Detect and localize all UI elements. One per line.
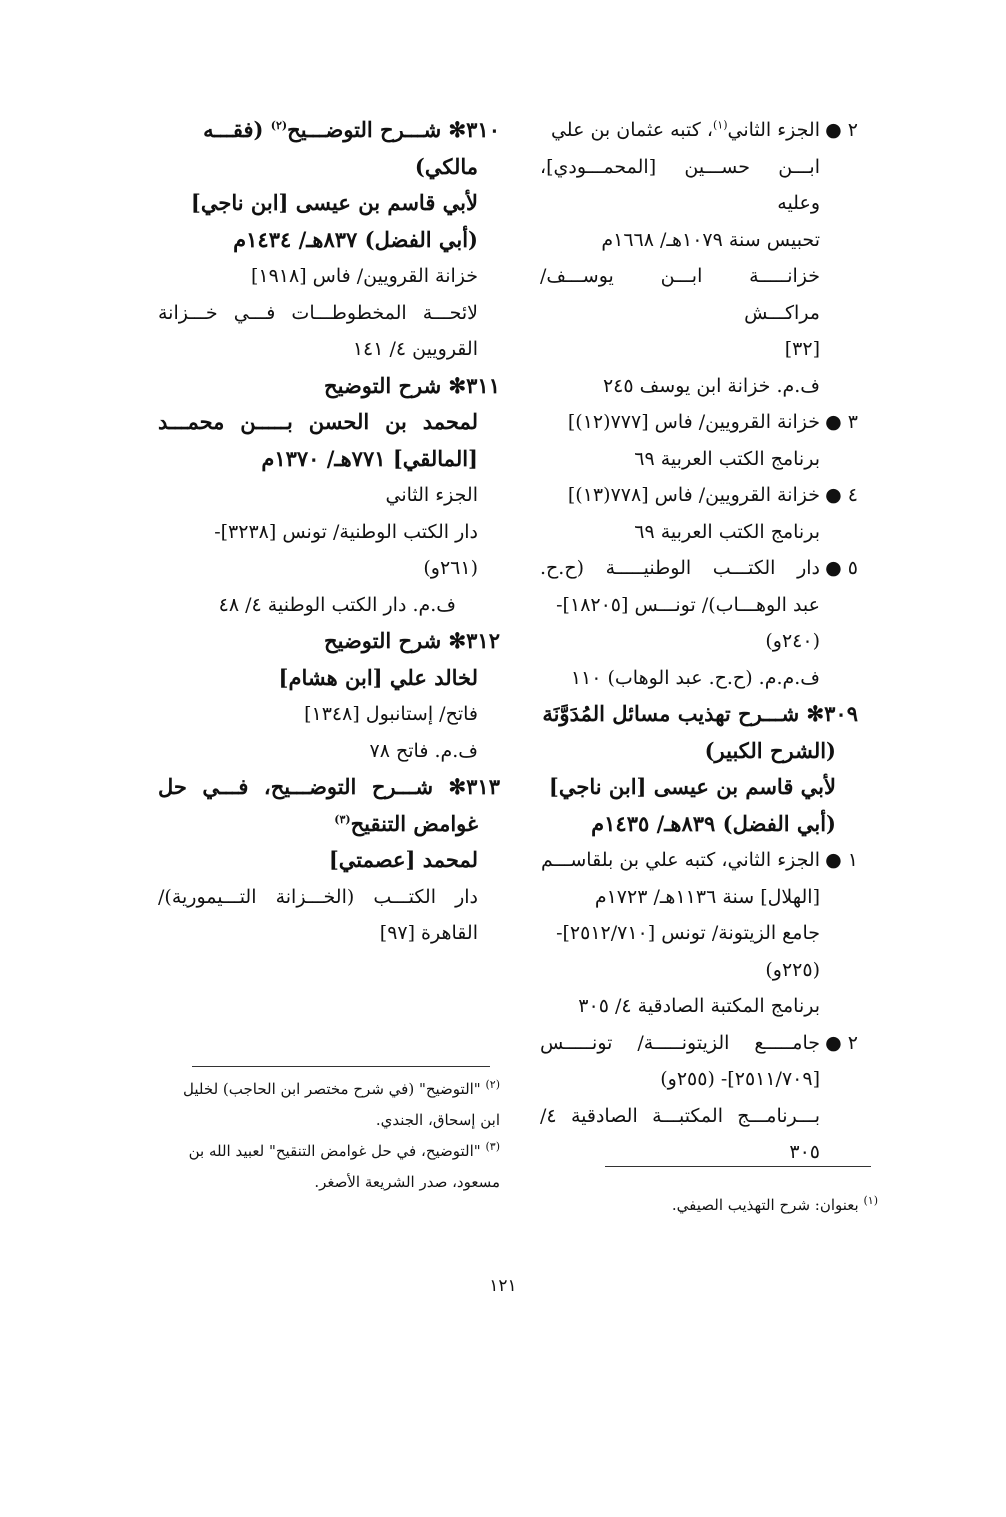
- footnote: [158, 1136, 500, 1167]
- entry-author: لمحمد [عصمتي]: [328, 847, 478, 872]
- footnote-ref: (١): [712, 118, 728, 132]
- entry-line: خزانة القرويين/ فاس [١٩١٨]: [250, 265, 478, 287]
- entry-line: دار الكتب الوطنية/ تونس [٣٢٣٨]-: [214, 520, 478, 543]
- entry-line: [540, 112, 858, 149]
- line-text: الجزء الثاني: [727, 119, 820, 141]
- entry-line: [540, 842, 858, 879]
- entry-line: تحبيس سنة ١٠٧٩هـ/ ١٦٦٨م: [601, 228, 820, 251]
- entry-line: [540, 404, 858, 441]
- entry-line: برنامج الكتب العربية ٦٩: [634, 447, 820, 470]
- entry-line: عبد الوهـــاب)/ تونـــس [١٨٢٠٥]-: [556, 593, 820, 616]
- entry-title: ٣١٢✻ شرح التوضيح: [324, 628, 500, 653]
- entry-line: برنامج المكتبة الصادقية ٤/ ٣٠٥: [578, 995, 820, 1017]
- footnote-text: "التوضيح" (في شرح مختصر ابن الحاجب) لخليل: [183, 1080, 481, 1098]
- entry-line: [540, 1025, 858, 1062]
- entry-line: ف.م.م. (ح.ح. عبد الوهاب) ١١٠: [570, 666, 820, 689]
- entry-author: لأبي قاسم بن عيسى [ابن ناجي]: [548, 774, 836, 799]
- entry-line: ف.م. فاتح ٧٨: [369, 739, 478, 762]
- entry-line: خزانـــــة ابـــن يوســـف/ مراكـــش: [540, 265, 820, 324]
- line-text: غوامض التنقيح: [350, 810, 478, 836]
- line-text: ، كتبه عثمان بن علي: [550, 119, 713, 141]
- line-text: الجزء الثاني، كتبه علي بن بلقاســـم: [541, 849, 820, 871]
- entry-line: [٢٥١١/٧٠٩]- (٢٥٥و): [660, 1068, 820, 1090]
- footnote-number: (٢): [485, 1078, 500, 1091]
- entry-line: ابـــن حســـين [المحمـــودي]، وعليه: [540, 155, 820, 214]
- page-number: ١٢١: [489, 1276, 517, 1296]
- line-text: (فقـــه: [203, 117, 271, 142]
- entry-title: [158, 112, 500, 149]
- entry-title: ٣١١✻ شرح التوضيح: [324, 372, 500, 398]
- entry-line: [الهلال] سنة ١١٣٦هـ/ ١٧٢٣م: [594, 885, 820, 908]
- bullet-marker: ٢ ●: [825, 119, 858, 141]
- footnote-number: (١): [863, 1194, 878, 1207]
- line-text: دار الكتـــب الوطنيـــــة (ح.ح.: [540, 557, 820, 579]
- footnote-text: "التوضيح، في حل غوامض التنقيح" لعبيد الله بن: [188, 1142, 481, 1160]
- entry-title: ٣٠٩✻ شـــرح تهذيب مسائل المُدَوَّنَة: [542, 701, 858, 726]
- entry-line: [540, 550, 858, 587]
- footnotes-right: [560, 1190, 878, 1221]
- footnote-divider: [605, 1166, 871, 1167]
- entry-line: ف.م. دار الكتب الوطنية ٤/ ٤٨: [218, 593, 456, 616]
- line-text: جامـــــع الزيتونـــــة/ تونـــــس: [540, 1031, 820, 1054]
- footnote: [560, 1190, 878, 1221]
- entry-title: ٣١٣✻ شـــرح التوضـــيح، فـــي حل: [158, 774, 500, 799]
- entry-title: (الشرح الكبير): [704, 737, 836, 763]
- bullet-marker: ١ ●: [825, 849, 858, 871]
- footnote-ref: (٢): [270, 119, 288, 132]
- entry-line: جامع الزيتونة/ تونس [٢٥١٢/٧١٠]-: [556, 922, 820, 944]
- entry-line: [٣٢]: [784, 338, 820, 360]
- footnotes-left: [158, 1074, 500, 1198]
- entry-line: (٢٦١و): [423, 557, 478, 579]
- entry-line: القرويين ٤/ ١٤١: [352, 338, 478, 360]
- footnote-number: (٣): [485, 1140, 500, 1153]
- entry-line: القاهرة [٩٧]: [379, 922, 478, 944]
- line-text: ٣١٠✻ شـــرح التوضـــيح: [287, 117, 500, 142]
- footnote-text: بعنوان: شرح التهذيب الصيفي.: [671, 1196, 859, 1214]
- entry-author: (أبي الفضل) ٨٣٩هـ/ ١٤٣٥م: [591, 810, 836, 836]
- line-text: خزانة القرويين/ فاس [٧٧٨(١٣)]: [567, 484, 820, 506]
- entry-author: [المالقي] ٧٧١هـ/ ١٣٧٠م: [261, 445, 478, 471]
- entry-line: (٢٤٠و): [765, 630, 820, 652]
- right-column: [540, 112, 858, 1171]
- entry-line: [540, 477, 858, 514]
- entry-author: (أبي الفضل) ٨٣٧هـ/ ١٤٣٤م: [233, 226, 478, 252]
- entry-line: ٣٠٥: [789, 1141, 820, 1163]
- footnote-ref: (٣): [334, 812, 351, 826]
- footnote-text: ابن إسحاق، الجندي.: [375, 1111, 500, 1129]
- entry-title: [158, 806, 500, 843]
- entry-author: لأبي قاسم بن عيسى [ابن ناجي]: [190, 190, 478, 215]
- entry-author: لمحمد بن الحسن بـــــن محمـــد: [158, 409, 478, 434]
- entry-line: لائحـــة المخطوطـــات فـــي خـــزانة: [158, 301, 478, 324]
- footnote-text: مسعود، صدر الشريعة الأصغر.: [314, 1173, 500, 1191]
- entry-line: ف.م. خزانة ابن يوسف ٢٤٥: [602, 374, 820, 397]
- entry-line: بـــرنامـــج المكتبـــة الصادقية ٤/: [540, 1104, 820, 1127]
- footnote: [158, 1074, 500, 1105]
- left-column: [158, 112, 500, 952]
- entry-line: برنامج الكتب العربية ٦٩: [634, 520, 820, 543]
- entry-title: مالكي): [414, 153, 478, 179]
- bullet-marker: ٣ ●: [825, 411, 858, 433]
- entry-line: الجزء الثاني: [385, 484, 478, 506]
- bullet-marker: ٥ ●: [825, 557, 858, 579]
- entry-line: فاتح/ إستانبول [١٣٤٨]: [304, 703, 478, 725]
- bullet-marker: ٢ ●: [825, 1031, 858, 1054]
- entry-line: (٢٢٥و): [765, 958, 820, 981]
- entry-line: دار الكتـــب (الخـــزانة التـــيمورية)/: [158, 885, 478, 908]
- footnote-divider: [192, 1066, 490, 1067]
- entry-author: لخالد علي [ابن هشام]: [278, 664, 478, 690]
- bullet-marker: ٤ ●: [825, 484, 858, 506]
- line-text: خزانة القرويين/ فاس [٧٧٧(١٢)]: [567, 411, 820, 433]
